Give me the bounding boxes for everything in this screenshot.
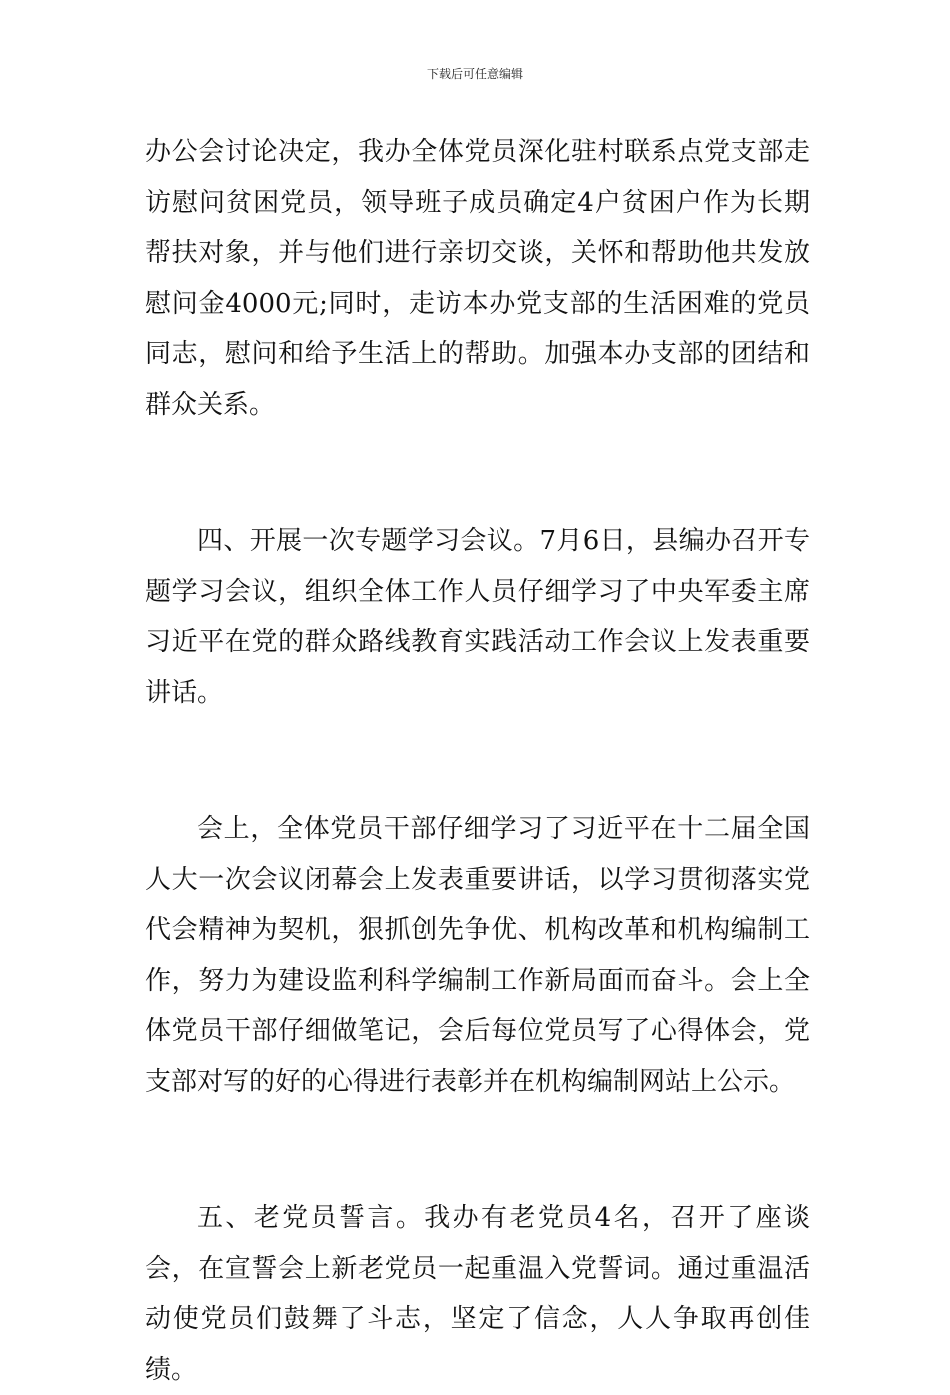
document-body <box>145 127 810 1395</box>
paragraph-continuation: 办公会讨论决定，我办全体党员深化驻村联系点党支部走访慰问贫困党员，领导班子成员确定4户贫困户作为长期帮扶对象，并与他们进行亲切交谈，关怀和帮助他共发放慰问金4000元;同时，走访本办党支部的生活困难的党员同志，慰问和给予生活上的帮助。加强本办支部的团结和群众关系。 <box>145 137 810 420</box>
paragraph-section-five: 五、老党员誓言。我办有老党员4名，召开了座谈会，在宣誓会上新老党员一起重温入党誓词。通过重温活动使党员们鼓舞了斗志，坚定了信念，人人争取再创佳绩。 <box>145 1203 810 1385</box>
paragraph-gap <box>145 430 810 516</box>
paragraph-section-four: 四、开展一次专题学习会议。7月6日，县编办召开专题学习会议，组织全体工作人员仔细学习了中央军委主席习近平在党的群众路线教育实践活动工作会议上发表重要讲话。 <box>145 526 810 708</box>
page-header: 下载后可任意编辑 <box>426 67 523 81</box>
paragraph-meeting: 会上，全体党员干部仔细学习了习近平在十二届全国人大一次会议闭幕会上发表重要讲话，以学习贯彻落实党代会精神为契机，狠抓创先争优、机构改革和机构编制工作，努力为建设监利科学编制工作新局面而奋斗。会上全体党员干部仔细做笔记，会后每位党员写了心得体会，党支部对写的好的心得进行表彰并在机构编制网站上公示。 <box>145 814 810 1097</box>
paragraph-gap <box>145 718 810 804</box>
paragraph-gap <box>145 1107 810 1193</box>
